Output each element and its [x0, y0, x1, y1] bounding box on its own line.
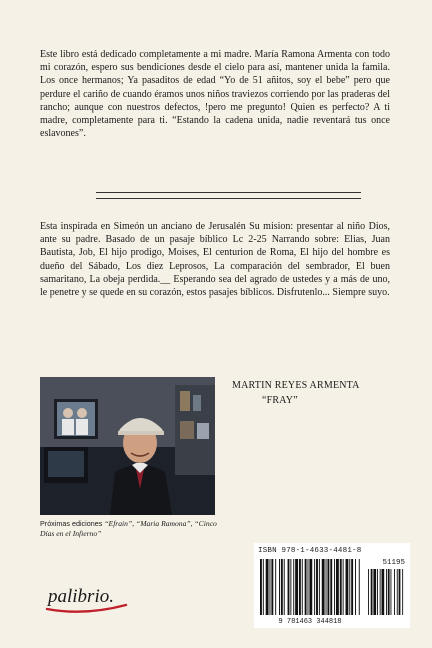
isbn-barcode — [254, 543, 410, 628]
isbn-text: ISBN 978-1-4633-4481-8 — [258, 547, 362, 555]
dedication-paragraph: Este libro está dedicado completamente a mi madre. María Ramona Armenta con todo mi corazón, espero sus bendiciones desde el cielo para así, mantener unida la famila. Los once hermanos; Ya pasaditos de edad “Yo de 51 añitos, soy el bebe” pero que perdure el cariño de cuando éramos unos niños traviezos corriendo por las praderas del rancho; aunque con nuestros defectos, !pero me pregunto! Quien es perfecto? A ti madre, completamente para ti. “Estando la cadena unida, nadie reventará tus once eslavones”. — [40, 49, 390, 140]
caption-titles: “Efrain”, “Maria Ramona”, “Cinco Días en el Infierno” — [40, 519, 217, 538]
barcode-digits: 9 781463 344818 — [278, 618, 342, 626]
author-nickname: “FRAY” — [262, 395, 298, 406]
author-name: MARTIN REYES ARMENTA — [232, 380, 360, 391]
caption-prefix: Próximas ediciones — [40, 519, 103, 528]
barcode-bars — [254, 543, 410, 628]
author-block — [232, 378, 402, 408]
upcoming-editions-caption — [40, 519, 230, 539]
svg-text:palibrio.: palibrio. — [48, 586, 114, 607]
section-divider — [96, 192, 361, 199]
price-code: 51195 — [382, 559, 405, 567]
description-paragraph: Esta inspirada en Simeón un anciano de Jerusalén Su mision: presentar al niño Dios, ante su padre. Basado de un pasaje bíblico Lc 2-25 Narrando sobre: Elias, Juan Bautista, Job, El hijo prodigo, Moises, El centurion de Roma, El hijo del hombre es dueño del Sábado, Los diez Leprosos, La comparación del sembrador, El buen samaritano, La obeja perdida.__ Esperando sea del agrado de ustedes y a más de uno, le penetre y se quede en su corazón, estos pasajes bíblicos. Disfrutenlo... Siempre suyo. — [40, 221, 390, 299]
author-photo — [40, 377, 215, 515]
palibrio-logo — [44, 582, 132, 621]
